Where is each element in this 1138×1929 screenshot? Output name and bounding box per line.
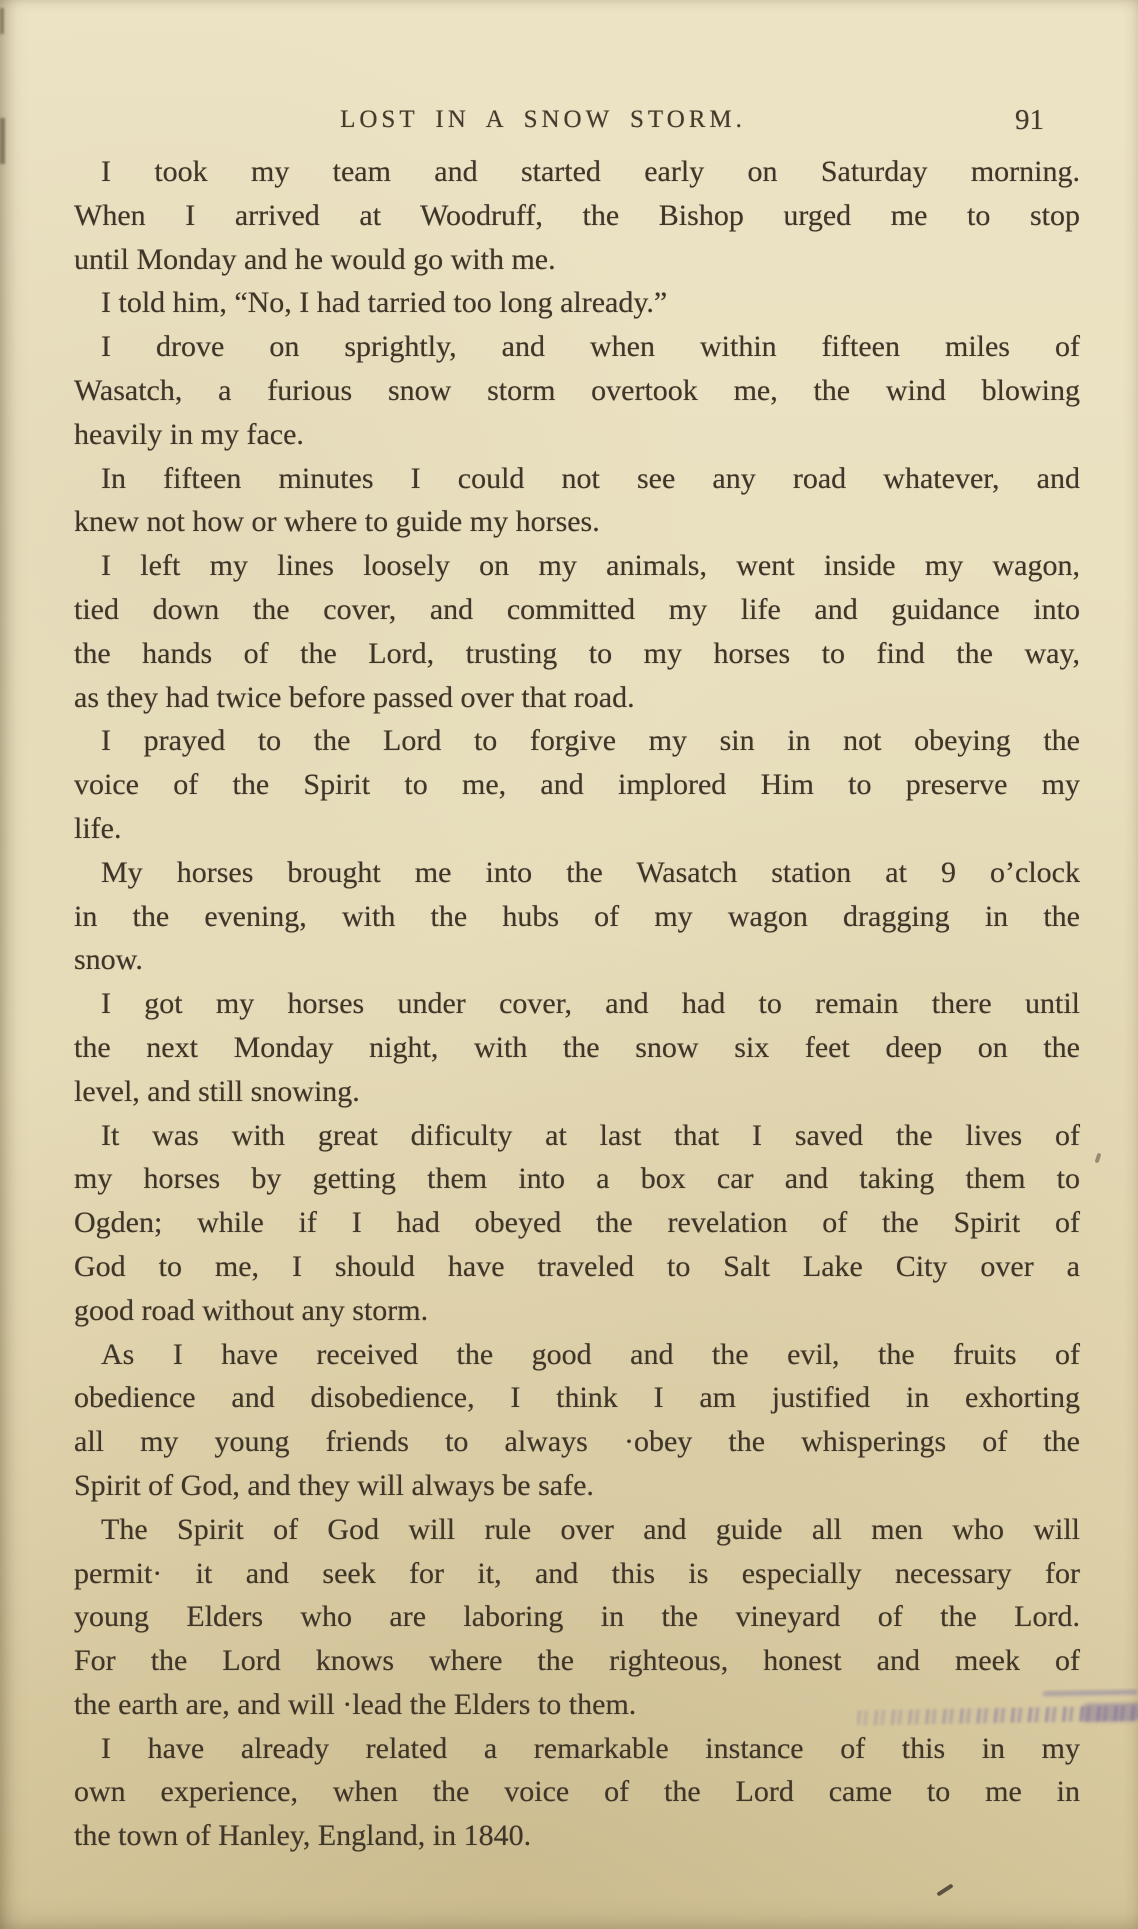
- ink-stamp: [856, 1688, 1138, 1739]
- paragraph: [74, 544, 1080, 719]
- body-line: I took my team and started early on Saturday morning.: [101, 155, 1080, 188]
- body-line: heavily in my face.: [74, 417, 304, 451]
- body-line: Ogden; while if I had obeyed the revelation of the Spirit of: [74, 1206, 1080, 1240]
- paragraph: [74, 982, 1080, 1113]
- body-line: good road without any storm.: [74, 1293, 429, 1327]
- ink-speck: [1095, 1153, 1102, 1164]
- pen-mark: [936, 1883, 953, 1896]
- body-line: My horses brought me into the Wasatch station at 9 o’clock: [101, 855, 1080, 889]
- body-line: level, and still snowing.: [74, 1074, 360, 1108]
- body-line: voice of the Spirit to me, and implored Him to preserve my: [74, 768, 1080, 802]
- body-line: all my young friends to always ·obey the whisperings of the: [74, 1425, 1080, 1459]
- body-line: the earth are, and will ·lead the Elders to them.: [74, 1687, 637, 1721]
- paragraph: [74, 150, 1080, 281]
- paragraph: [74, 281, 1080, 325]
- ink-stamp-line: [1043, 1690, 1138, 1697]
- paragraph: [74, 1333, 1080, 1508]
- body-line: young Elders who are laboring in the vineyard of the Lord.: [74, 1600, 1080, 1634]
- body-line: in the evening, with the hubs of my wagon dragging in the: [74, 899, 1080, 933]
- body-line: knew not how or where to guide my horses.: [74, 505, 600, 539]
- body-line: life.: [74, 811, 122, 845]
- paragraph: [74, 851, 1080, 982]
- body-line: I prayed to the Lord to forgive my sin in not obeying the: [101, 724, 1080, 758]
- body-line: my horses by getting them into a box car and taking them to: [74, 1162, 1080, 1196]
- body-line: It was with great dificulty at last that I saved the lives of: [101, 1118, 1080, 1152]
- running-head: [74, 104, 1080, 146]
- paragraph: [74, 1114, 1080, 1333]
- body-line: the town of Hanley, England, in 1840.: [74, 1819, 532, 1853]
- paragraph: [74, 457, 1080, 545]
- body-line: the next Monday night, with the snow six feet deep on the: [74, 1030, 1080, 1064]
- page-edge-mark: [0, 118, 5, 164]
- body-line: permit· it and seek for it, and this is especially necessary for: [74, 1556, 1080, 1590]
- paragraph: [74, 325, 1080, 456]
- body-line: God to me, I should have traveled to Salt Lake City over a: [74, 1249, 1080, 1283]
- body-line: as they had twice before passed over that road.: [74, 680, 635, 714]
- body-line: the hands of the Lord, trusting to my horses to find the way,: [74, 636, 1080, 670]
- paragraph: [74, 1727, 1080, 1858]
- body-line: snow.: [74, 943, 143, 977]
- body-line: I told him, “No, I had tarried too long already.”: [101, 286, 668, 320]
- body-line: For the Lord knows where the righteous, honest and meek of: [74, 1644, 1080, 1678]
- page-title: LOST IN A SNOW STORM.: [340, 106, 746, 133]
- body-line: In fifteen minutes I could not see any road whatever, and: [101, 461, 1080, 495]
- body-line: The Spirit of God will rule over and guide all men who will: [101, 1512, 1080, 1546]
- body-line: I got my horses under cover, and had to remain there until: [101, 987, 1080, 1021]
- ink-stamp-text-smudge: [856, 1706, 1138, 1726]
- body-line: Wasatch, a furious snow storm overtook me, the wind blowing: [74, 373, 1080, 407]
- body-line: As I have received the good and the evil, the fruits of: [101, 1337, 1080, 1371]
- body-line: I drove on sprightly, and when within fifteen miles of: [101, 330, 1080, 364]
- body-line: Spirit of God, and they will always be safe.: [74, 1468, 594, 1502]
- body-line: obedience and disobedience, I think I am justified in exhorting: [74, 1381, 1080, 1415]
- body-line: until Monday and he would go with me.: [74, 242, 556, 276]
- body-line: I left my lines loosely on my animals, went inside my wagon,: [101, 549, 1080, 583]
- body-line: I have already related a remarkable instance of this in my: [101, 1731, 1080, 1765]
- page-body: [74, 150, 1080, 1858]
- page-number: 91: [1015, 104, 1044, 136]
- paragraph: [74, 719, 1080, 850]
- body-line: When I arrived at Woodruff, the Bishop urged me to stop: [74, 198, 1080, 232]
- body-line: own experience, when the voice of the Lord came to me in: [74, 1775, 1080, 1809]
- page-edge-mark: [0, 8, 4, 34]
- body-line: tied down the cover, and committed my life and guidance into: [74, 592, 1080, 626]
